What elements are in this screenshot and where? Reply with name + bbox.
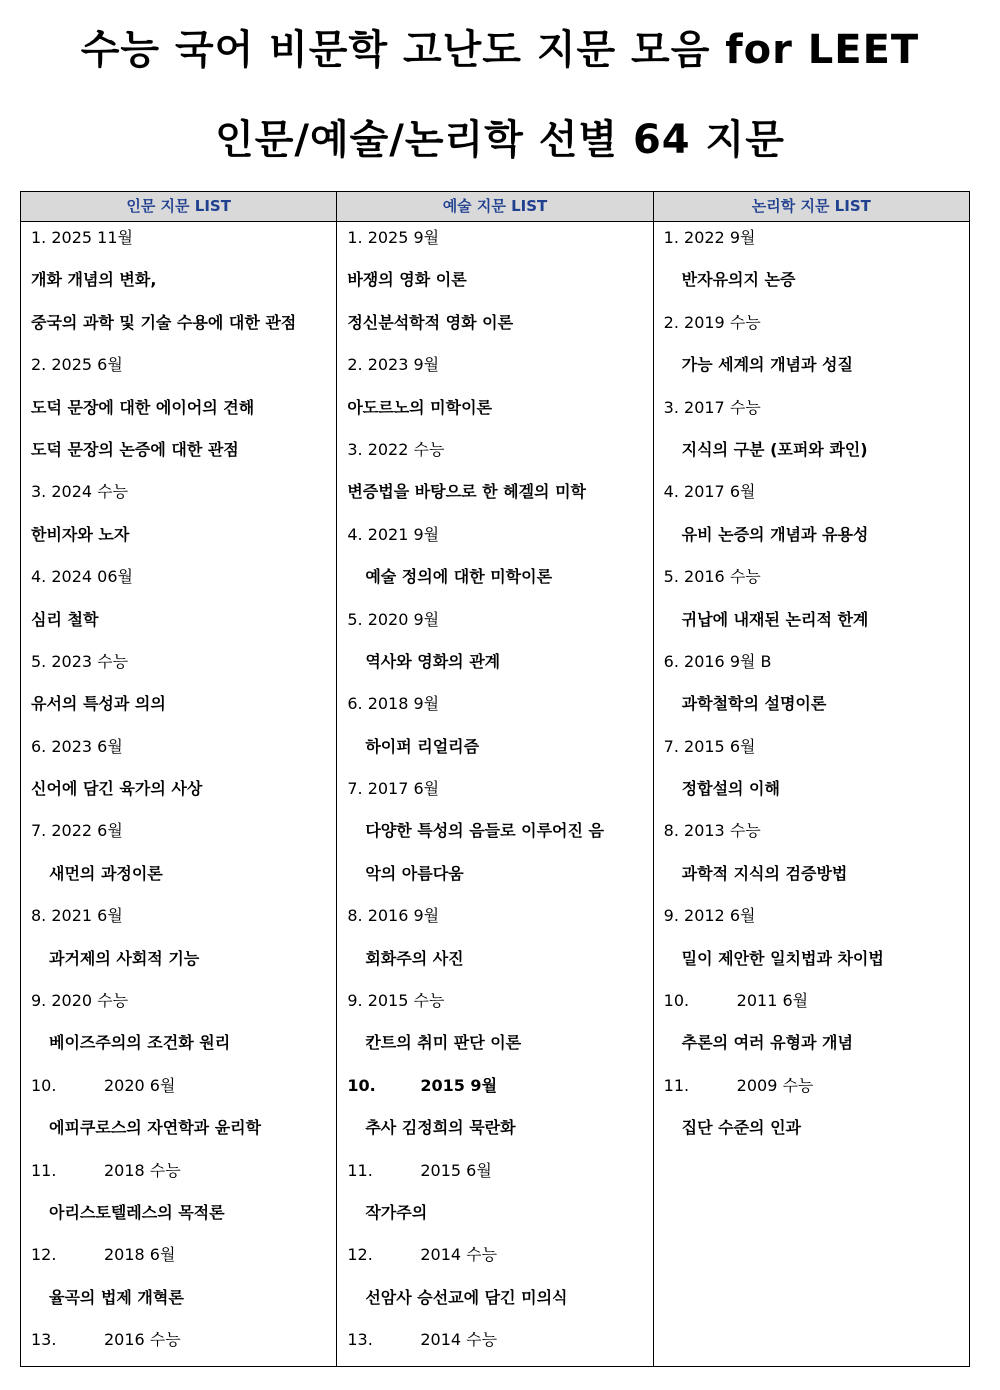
exam-date-line — [337, 1070, 652, 1112]
item-number: 3. — [663, 397, 679, 417]
passage-topic: 베이즈주의의 조건화 원리 — [49, 1033, 231, 1053]
passage-topic: 유비 논증의 개념과 유용성 — [681, 524, 869, 544]
page-title: 수능 국어 비문학 고난도 지문 모음 for LEET — [80, 27, 920, 73]
item-number: 11. — [347, 1160, 373, 1180]
exam-date: 2011 6월 — [736, 991, 809, 1011]
passage-topic: 심리 철학 — [31, 609, 99, 629]
item-number: 7. — [663, 736, 679, 756]
exam-date: 2022 수능 — [367, 439, 445, 459]
item-number: 2. — [663, 312, 679, 332]
exam-date: 2009 수능 — [736, 1075, 814, 1095]
exam-date-line — [21, 646, 336, 688]
passage-topic: 추론의 여러 유형과 개념 — [681, 1033, 853, 1053]
passage-topic: 밀이 제안한 일치법과 차이법 — [681, 948, 884, 968]
item-number: 5. — [31, 651, 47, 671]
exam-date-line — [21, 349, 336, 391]
passage-topic: 선암사 승선교에 담긴 미의식 — [365, 1287, 568, 1307]
exam-date: 2018 수능 — [104, 1160, 181, 1180]
passage-topic: 율곡의 법제 개혁론 — [49, 1287, 184, 1307]
exam-date-line — [654, 985, 969, 1027]
passage-topic: 도덕 문장의 논증에 대한 관점 — [31, 439, 239, 459]
exam-date-line — [337, 604, 652, 646]
passage-topic: 집단 수준의 인과 — [681, 1118, 801, 1138]
column-header-arts: 예술 지문 LIST — [337, 192, 652, 222]
exam-date-line — [21, 815, 336, 857]
exam-date: 2017 6월 — [684, 482, 756, 502]
item-number: 13. — [31, 1330, 57, 1350]
passage-topic: 개화 개념의 변화, — [31, 270, 157, 290]
exam-date-line — [337, 900, 652, 942]
passage-topic: 하이퍼 리얼리즘 — [365, 736, 480, 756]
exam-date-line — [654, 222, 969, 264]
exam-date: 2023 6월 — [51, 736, 123, 756]
exam-date-line — [654, 476, 969, 518]
item-number: 6. — [31, 736, 47, 756]
item-number: 4. — [663, 482, 679, 502]
item-number: 2. — [347, 355, 363, 375]
item-number: 13. — [347, 1330, 373, 1350]
exam-date-line — [654, 646, 969, 688]
exam-date: 2024 수능 — [51, 482, 129, 502]
exam-date-line — [337, 688, 652, 730]
passage-topic: 작가주의 — [365, 1202, 428, 1222]
exam-date-line — [21, 985, 336, 1027]
passage-topic: 칸트의 취미 판단 이론 — [365, 1033, 522, 1053]
passage-topic: 귀납에 내재된 논리적 한계 — [681, 609, 869, 629]
passage-topic: 추사 김정희의 묵란화 — [365, 1118, 516, 1138]
exam-date-line — [654, 815, 969, 857]
item-number: 7. — [31, 821, 47, 841]
exam-date: 2019 수능 — [684, 312, 761, 332]
item-number: 8. — [347, 906, 363, 926]
exam-date: 2020 9월 — [367, 609, 440, 629]
exam-date-line — [21, 1070, 336, 1112]
item-number: 6. — [663, 651, 679, 671]
item-number: 1. — [663, 228, 679, 247]
humanities-column — [21, 192, 337, 1366]
passage-topic: 한비자와 노자 — [31, 524, 130, 544]
exam-date-line — [654, 1070, 969, 1112]
passage-topic: 회화주의 사진 — [365, 948, 464, 968]
item-number: 6. — [347, 694, 363, 714]
passage-topic: 지식의 구분 (포퍼와 콰인) — [681, 439, 868, 459]
exam-date: 2021 9월 — [367, 524, 440, 544]
exam-date: 2015 9월 — [420, 1075, 498, 1095]
exam-date: 2016 9월 — [367, 906, 440, 926]
item-number: 11. — [31, 1160, 57, 1180]
passage-topic: 새먼의 과정이론 — [49, 863, 163, 883]
passage-topic: 아도르노의 미학이론 — [347, 397, 493, 417]
item-number: 9. — [31, 991, 47, 1011]
exam-date: 2017 수능 — [684, 397, 761, 417]
exam-date-line — [21, 731, 336, 773]
exam-date-line — [337, 222, 652, 264]
passage-topic: 가능 세계의 개념과 성질 — [681, 355, 853, 375]
exam-date-line — [21, 900, 336, 942]
item-number: 7. — [347, 779, 363, 799]
exam-date: 2020 6월 — [104, 1075, 176, 1095]
exam-date-line — [654, 900, 969, 942]
exam-date: 2013 수능 — [684, 821, 761, 841]
exam-date-line — [337, 1239, 652, 1281]
item-number: 1. — [31, 228, 47, 247]
item-number: 10. — [663, 991, 690, 1011]
column-header-humanities: 인문 지문 LIST — [21, 192, 336, 222]
passage-topic: 과학철학의 설명이론 — [681, 694, 827, 714]
item-number: 3. — [347, 439, 363, 459]
exam-date: 2021 6월 — [51, 906, 123, 926]
passage-topic: 예술 정의에 대한 미학이론 — [365, 567, 553, 587]
exam-date: 2015 수능 — [367, 991, 445, 1011]
exam-date: 2012 6월 — [684, 906, 756, 926]
item-number: 5. — [663, 567, 679, 587]
passage-topic: 과거제의 사회적 기능 — [49, 948, 200, 968]
exam-date: 2015 6월 — [684, 736, 756, 756]
exam-date-line — [21, 1239, 336, 1281]
exam-date-line — [337, 1324, 652, 1366]
exam-date: 2023 9월 — [367, 355, 440, 375]
exam-date-line — [21, 1155, 336, 1197]
passage-topic: 반자유의지 논증 — [681, 270, 796, 290]
passage-topic: 역사와 영화의 관계 — [365, 651, 501, 671]
passage-topic: 악의 아름다움 — [365, 863, 464, 883]
arts-column — [337, 192, 653, 1366]
exam-date-line — [337, 985, 652, 1027]
passage-topic: 도덕 문장에 대한 에이어의 견해 — [31, 397, 255, 417]
exam-date-line — [337, 434, 652, 476]
item-number: 11. — [663, 1075, 690, 1095]
exam-date: 2024 06월 — [51, 567, 133, 587]
passage-topic: 중국의 과학 및 기술 수용에 대한 관점 — [31, 312, 297, 332]
column-header-logic: 논리학 지문 LIST — [654, 192, 969, 222]
exam-date: 2022 6월 — [51, 821, 123, 841]
exam-date-line — [654, 561, 969, 603]
item-number: 4. — [31, 567, 47, 587]
exam-date: 2016 9월 B — [684, 651, 772, 671]
item-number: 4. — [347, 524, 363, 544]
exam-date-line — [21, 222, 336, 264]
exam-date-line — [337, 1155, 652, 1197]
passage-topic: 정신분석학적 영화 이론 — [347, 312, 514, 332]
item-number: 8. — [31, 906, 47, 926]
exam-date: 2018 9월 — [367, 694, 440, 714]
exam-date: 2025 9월 — [367, 228, 440, 247]
exam-date: 2025 6월 — [51, 355, 123, 375]
item-number: 8. — [663, 821, 679, 841]
item-number: 5. — [347, 609, 363, 629]
exam-date: 2025 11월 — [51, 228, 133, 247]
passage-topic: 바쟁의 영화 이론 — [347, 270, 467, 290]
exam-date: 2017 6월 — [367, 779, 440, 799]
item-number: 10. — [347, 1075, 376, 1095]
exam-date-line — [337, 349, 652, 391]
item-number: 10. — [31, 1075, 57, 1095]
item-number: 12. — [347, 1245, 373, 1265]
item-number: 9. — [347, 991, 363, 1011]
passage-list-table — [20, 191, 970, 1367]
exam-date-line — [21, 1324, 336, 1366]
exam-date: 2015 6월 — [420, 1160, 492, 1180]
passage-topic: 과학적 지식의 검증방법 — [681, 863, 848, 883]
item-number: 1. — [347, 228, 363, 247]
exam-date: 2016 수능 — [104, 1330, 181, 1350]
exam-date: 2014 수능 — [420, 1330, 498, 1350]
exam-date-line — [654, 731, 969, 773]
passage-topic: 변증법을 바탕으로 한 헤겔의 미학 — [347, 482, 586, 502]
exam-date: 2022 9월 — [684, 228, 756, 247]
exam-date: 2020 수능 — [51, 991, 129, 1011]
passage-topic: 유서의 특성과 의의 — [31, 694, 166, 714]
exam-date-line — [337, 519, 652, 561]
passage-topic: 다양한 특성의 음들로 이루어진 음 — [365, 821, 604, 841]
exam-date-line — [337, 773, 652, 815]
exam-date: 2018 6월 — [104, 1245, 176, 1265]
exam-date-line — [21, 561, 336, 603]
exam-date-line — [654, 392, 969, 434]
exam-date: 2014 수능 — [420, 1245, 498, 1265]
page-subtitle: 인문/예술/논리학 선별 64 지문 — [215, 117, 785, 163]
item-number: 9. — [663, 906, 679, 926]
item-number: 12. — [31, 1245, 57, 1265]
item-number: 3. — [31, 482, 47, 502]
exam-date: 2016 수능 — [684, 567, 761, 587]
passage-topic: 아리스토텔레스의 목적론 — [49, 1202, 225, 1222]
passage-topic: 정합설의 이해 — [681, 779, 780, 799]
exam-date-line — [654, 307, 969, 349]
passage-topic: 신어에 담긴 육가의 사상 — [31, 779, 203, 799]
logic-column — [654, 192, 969, 1366]
exam-date: 2023 수능 — [51, 651, 129, 671]
item-number: 2. — [31, 355, 47, 375]
exam-date-line — [21, 476, 336, 518]
passage-topic: 에피쿠로스의 자연학과 윤리학 — [49, 1118, 262, 1138]
